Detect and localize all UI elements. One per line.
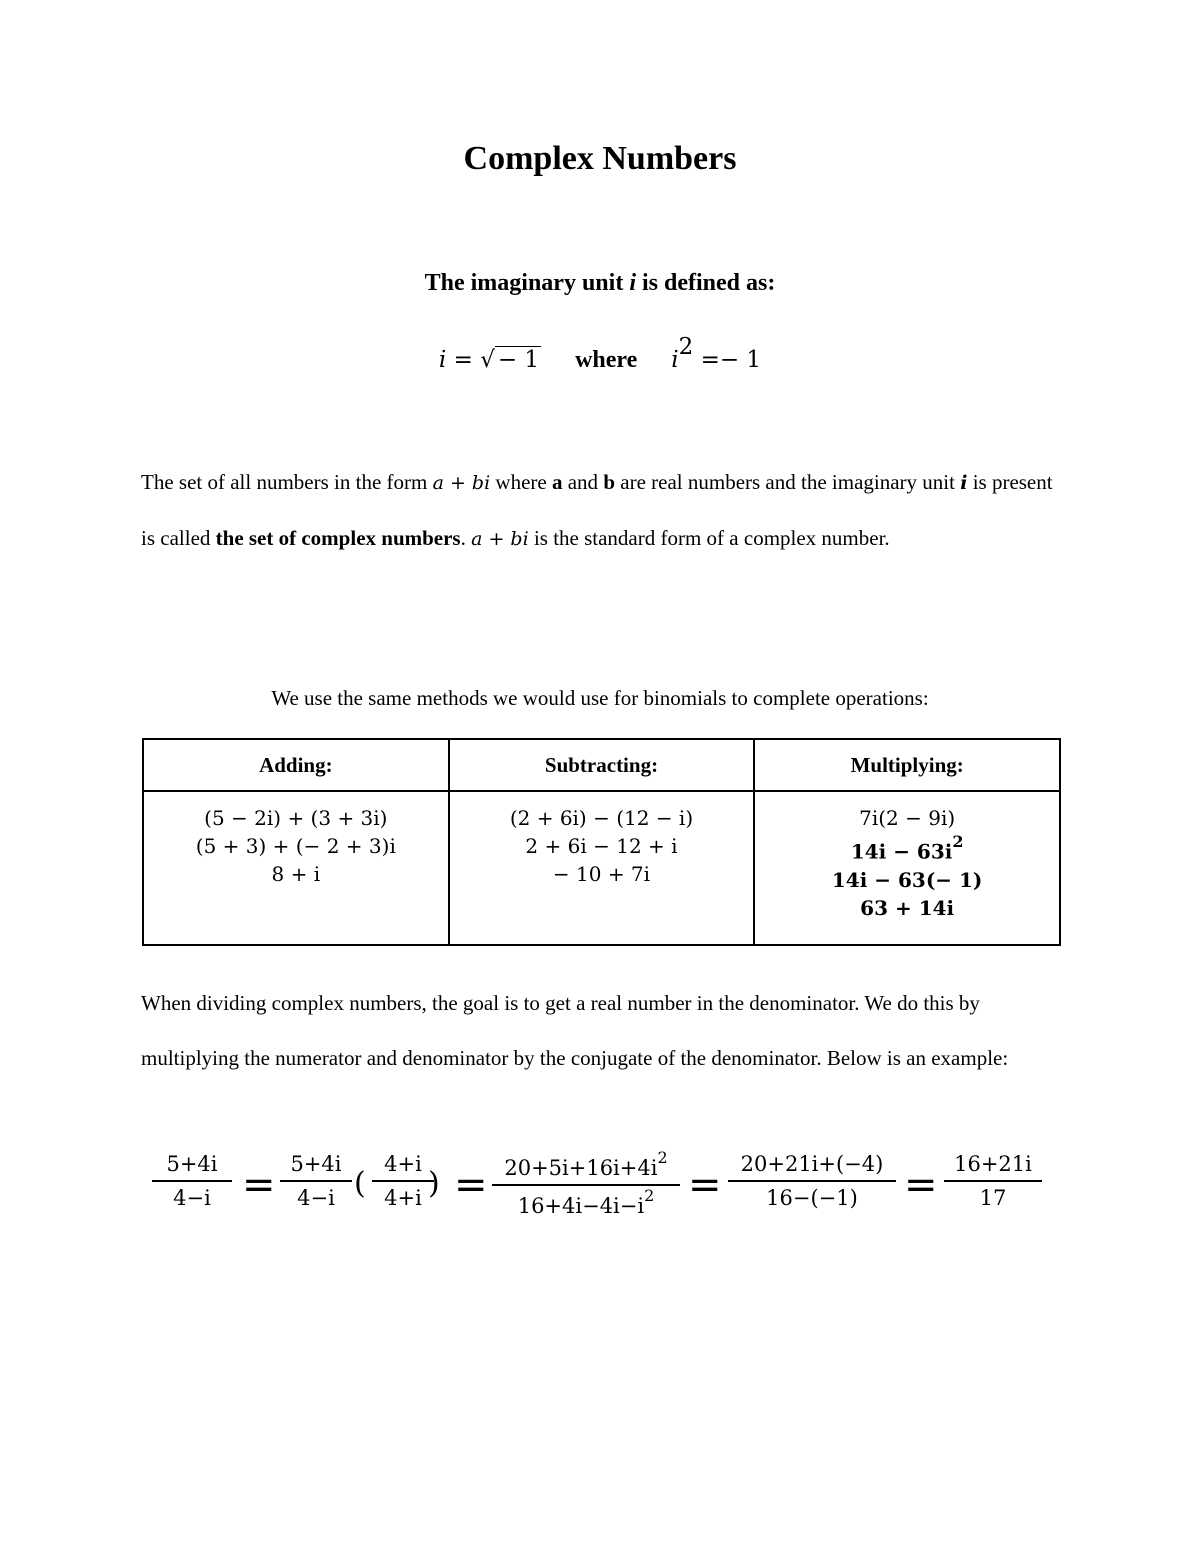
- fraction-1-numerator: 5+4i: [152, 1152, 232, 1182]
- subtracting-line-2: 2 + 6i − 12 + i: [525, 834, 678, 858]
- adding-line-1: (5 − 2i) + (3 + 3i): [204, 806, 388, 830]
- eq-where: where: [575, 347, 638, 373]
- p1-text-2: where: [490, 470, 552, 494]
- fraction-4-denominator-base: 16+4i−4i−i: [517, 1194, 645, 1218]
- adding-line-3: 8 + i: [271, 862, 321, 886]
- multiplying-line-2: [756, 832, 1058, 866]
- fraction-4-denominator: [492, 1186, 680, 1218]
- definition-heading-suffix: is defined as:: [636, 270, 776, 296]
- eq-exponent: 2: [678, 334, 694, 360]
- p1-text-4: are real numbers and the imaginary unit: [615, 470, 961, 494]
- fraction-2-denominator: 4−i: [297, 1186, 335, 1210]
- fraction-3-numerator: 4+i: [372, 1152, 434, 1182]
- fraction-1: [152, 1152, 232, 1210]
- fraction-4: [492, 1148, 680, 1218]
- p1-text-6: .: [460, 526, 472, 550]
- fraction-5-numerator: 20+21i+(−4): [728, 1152, 896, 1182]
- division-example: [152, 1148, 1052, 1232]
- p1-math-3: a + bi: [471, 528, 529, 550]
- equals-sign-2: =: [454, 1162, 488, 1208]
- fraction-3: [372, 1152, 434, 1210]
- definition-heading-var: i: [629, 270, 636, 296]
- fraction-4-numerator-exp: 2: [657, 1148, 668, 1167]
- multiplying-line-4: 63 + 14i: [860, 895, 955, 920]
- complex-definition-paragraph: [141, 455, 1061, 567]
- multiplying-line-2-base: 14i − 63i: [850, 839, 953, 864]
- p1-text-5: is present is called: [141, 470, 1053, 550]
- p1-text-3: and: [562, 470, 604, 494]
- table-header-row: [143, 739, 1060, 791]
- paren-open: (: [354, 1166, 366, 1201]
- adding-line-2: (5 + 3) + (− 2 + 3)i: [195, 834, 396, 858]
- adding-cell: [143, 791, 449, 945]
- eq-i: i: [671, 347, 679, 373]
- header-adding: Adding:: [143, 739, 449, 791]
- subtracting-line-1: (2 + 6i) − (12 − i): [509, 806, 694, 830]
- definition-equation: [0, 334, 1200, 374]
- fraction-2: [280, 1152, 352, 1210]
- fraction-6-denominator: 17: [979, 1186, 1007, 1210]
- fraction-5: [728, 1152, 896, 1210]
- subtracting-line-3: − 10 + 7i: [552, 862, 651, 886]
- header-multiplying: Multiplying:: [754, 739, 1060, 791]
- fraction-6-numerator: 16+21i: [944, 1152, 1042, 1182]
- p1-bold-1: a: [551, 470, 563, 494]
- definition-heading: [0, 270, 1200, 297]
- p1-bold-2: b: [603, 470, 615, 494]
- p1-math-1: a + bi: [432, 472, 491, 494]
- fraction-4-denominator-exp: 2: [644, 1186, 655, 1205]
- sqrt-radicand: − 1: [495, 346, 541, 373]
- multiplying-line-1: 7i(2 − 9i): [859, 806, 956, 830]
- operations-table: [142, 738, 1061, 946]
- definition-heading-text: The imaginary unit: [424, 270, 630, 296]
- equals-sign-4: =: [904, 1162, 938, 1208]
- p1-bold-3: the set of complex numbers: [215, 526, 461, 550]
- fraction-3-denominator: 4+i: [384, 1186, 422, 1210]
- fraction-1-denominator: 4−i: [173, 1186, 211, 1210]
- division-paragraph: When dividing complex numbers, the goal is to get a real number in the denominator. We do this by multiplying the numerator and denominator by the conjugate of the denominator. Below is an example:: [141, 991, 1009, 1070]
- header-subtracting: Subtracting:: [449, 739, 755, 791]
- fraction-2-numerator: 5+4i: [280, 1152, 352, 1182]
- paren-close: ): [428, 1166, 440, 1201]
- p1-text-7: is the standard form of a complex number.: [528, 526, 890, 550]
- fraction-4-numerator: [492, 1148, 680, 1186]
- sqrt-expression: √ − 1: [480, 347, 540, 373]
- equals-sign-3: =: [688, 1162, 722, 1208]
- p1-text-1: The set of all numbers in the form: [141, 470, 433, 494]
- eq-rhs: =− 1: [693, 347, 762, 373]
- fraction-5-denominator: 16−(−1): [766, 1186, 858, 1210]
- multiplying-line-2-exp: 2: [952, 832, 964, 851]
- eq-equals: =: [446, 347, 481, 373]
- fraction-6: [944, 1152, 1042, 1210]
- subtracting-cell: [449, 791, 755, 945]
- operations-intro: We use the same methods we would use for binomials to complete operations:: [271, 686, 929, 710]
- equals-sign-1: =: [242, 1162, 276, 1208]
- page-title: Complex Numbers: [463, 140, 737, 177]
- eq-lhs: i: [438, 347, 447, 373]
- table-row: [143, 791, 1060, 945]
- fraction-4-numerator-base: 20+5i+16i+4i: [504, 1156, 658, 1180]
- multiplying-cell: [754, 791, 1060, 945]
- p1-math-2: i: [960, 472, 968, 494]
- multiplying-line-3: 14i − 63(− 1): [831, 867, 983, 892]
